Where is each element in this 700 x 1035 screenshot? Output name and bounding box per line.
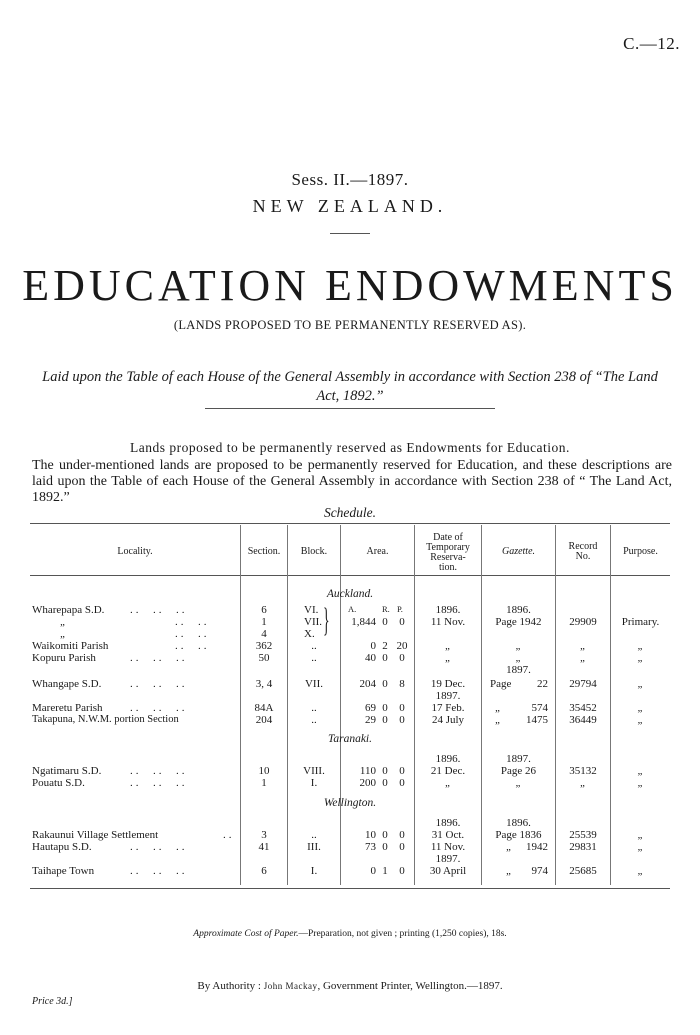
page-subtitle: (LANDS PROPOSED TO BE PERMANENTLY RESERVED AS).	[173, 318, 527, 332]
laid-upon-statement: Laid upon the Table of each House of the General Assembly in accordance with Section 238 of “The Land Act, 1892.”	[42, 369, 658, 404]
table-top-rule	[30, 523, 670, 524]
table-header-rule	[30, 575, 670, 576]
header-section: Section.	[247, 546, 281, 557]
divider	[205, 408, 495, 409]
header-record: Record No.	[568, 541, 598, 562]
header-locality: Locality.	[117, 546, 153, 557]
header-area: Area.	[366, 546, 389, 557]
schedule-table: Locality. Section. Block. Area. Date of Temporary Reserva- tion. Gazette. Record No. Purpose. Auckland. A. R. P. Wharepapa S.D. .. .. .. 6 VI. 1896. 1896. „ .. .. 1 VII. 1,844 0 0 11 Nov. Page 1942 29909 Primary. „ .. .. 4 X. } Waikomiti Parish .. .. 362 .. 0 2 20 „ „ „ „ Kopuru Parish .. .. .. 50 .. 40 0 0 „ „ „ „ 1897. Whangape S.D. .. .. .. 3, 4 VII. 204 0 8 19 Dec. Page 22 29794 „ 1897. Mareretu Parish .. .. .. 84A .. 69 0 0 17 Feb. „ 574 35452 „ Takapuna, N.W.M. portion Section 204 .. 29 0 0 24 July „ 1475 36449 „ Taranaki. 1896. 1897. Ngatimaru S.D. .. .. .. 10 VIII. 110 0 0 21 Dec. Page 26 35132 „ Pouatu S.D. .. .. .. 1 I. 200 0 0 „ „ „ „ Wellington. 1896. 1896. Rakaunui Village Settlement .. 3 .. 10 0 0 31 Oct. Page 1836 25539 „ Hautapu S.D. .. .. .. 41 III. 73 0 0 11 Nov. „ 1942 29831 „ 1897. Taihape Town .. .. .. 6 I. 0 1 0 30 April „ 974 25685 „	[30, 523, 670, 889]
area-unit-roods: R.	[382, 604, 390, 614]
table-bottom-rule	[30, 888, 670, 889]
short-divider	[330, 233, 370, 234]
document-reference: C.—12.	[623, 34, 680, 53]
header-date: Date of Temporary Reserva- tion.	[426, 532, 470, 573]
area-unit-perches: P.	[397, 604, 403, 614]
header-purpose: Purpose.	[623, 546, 658, 557]
cost-footnote: Approximate Cost of Paper.—Preparation, not given ; printing (1,250 copies), 18s.	[193, 929, 507, 939]
schedule-label: Schedule.	[323, 505, 377, 520]
region-taranaki: Taranaki.	[328, 733, 372, 745]
intro-paragraph: The under-mentioned lands are proposed to be permanently reserved for Education, and these descriptions are laid upon the Table of each House of the General Assembly in accordance with Section 238 of “ The Land Act, 1892.”	[32, 458, 672, 505]
header-block: Block.	[300, 546, 328, 557]
session-line: Sess. II.—1897.	[291, 170, 409, 189]
region-auckland: Auckland.	[326, 588, 374, 600]
region-wellington: Wellington.	[323, 797, 377, 809]
brace: }	[323, 602, 330, 639]
country-line: NEW ZEALAND.	[252, 196, 448, 216]
section-heading: Lands proposed to be permanently reserved as Endowments for Education.	[130, 440, 570, 455]
row-locality: Wharepapa S.D.	[32, 604, 105, 616]
area-unit-acres: A.	[348, 604, 357, 614]
page-title: EDUCATION ENDOWMENTS	[22, 261, 678, 310]
price-note: Price 3d.]	[32, 996, 73, 1007]
authority-line: By Authority : John Mackay, Government Printer, Wellington.—1897.	[197, 980, 503, 992]
header-gazette: Gazette.	[501, 546, 536, 557]
